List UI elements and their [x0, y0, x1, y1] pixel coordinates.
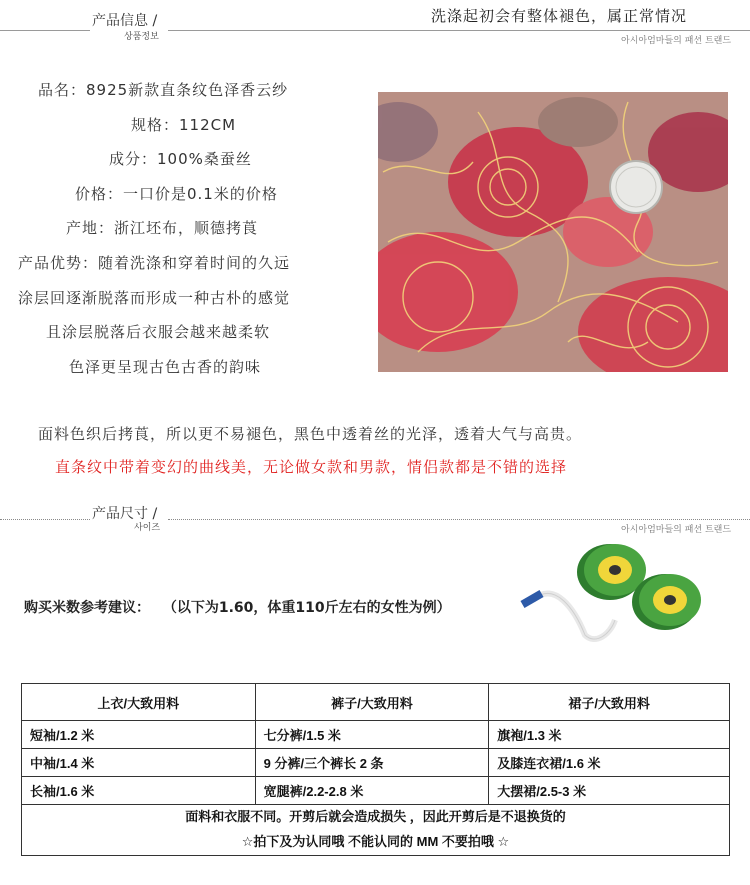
brand-tagline-2: 아시아엄마들의 패션 트랜드 [621, 525, 732, 535]
table-note [22, 805, 730, 856]
fabric-photo [378, 92, 728, 372]
note-no-return: 面料和衣服不同。开剪后就会造成损失 ，因此开剪后是不退换货的 [185, 809, 566, 824]
header-mid-line [168, 30, 750, 31]
product-advantage-4: 色泽更呈现古色古香的韵味 [69, 358, 262, 376]
fabric-description: 面料色织后拷莨，所以更不易褪色，黑色中透着丝的光泽，透着大气与高贵。 [38, 425, 583, 443]
fabric-description-highlight: 直条纹中带着变幻的曲线美，无论做女款和男款，情侣款都是不错的选择 [55, 458, 568, 476]
section-title-size: 产品尺寸 / [92, 506, 158, 522]
table-header-row [22, 684, 730, 721]
size-mid-line [168, 519, 750, 520]
buy-advice-note: （以下为1.60，体重110斤左右的女性为例） [162, 600, 451, 616]
table-cell: 中袖/1.4 米 [22, 749, 256, 777]
product-spec: 规格：112CM [131, 116, 237, 134]
tape-measure-icon [515, 540, 715, 650]
product-advantage-2: 涂层回逐渐脱落而形成一种古朴的感觉 [18, 289, 291, 307]
header-tops: 上衣/大致用料 [22, 684, 256, 721]
product-price: 价格：一口价是0.1米的价格 [75, 185, 278, 203]
product-advantage-3: 且涂层脱落后衣服会越来越柔软 [46, 323, 271, 341]
table-row [22, 721, 730, 749]
note-agree: ☆拍下及为认同哦 不能认同的 MM 不要拍哦 ☆ [241, 834, 510, 849]
wash-notice: 洗涤起初会有整体褪色，属正常情况 [431, 7, 688, 25]
table-cell: 宽腿裤/2.2-2.8 米 [255, 777, 489, 805]
buy-advice [24, 597, 451, 617]
table-cell: 旗袍/1.3 米 [489, 721, 730, 749]
product-advantage: 产品优势：随着洗涤和穿着时间的久远 [18, 254, 291, 272]
size-left-line [0, 519, 90, 520]
header-left-line [0, 30, 90, 31]
product-origin: 产地：浙江坯布，顺德拷莨 [66, 219, 259, 237]
product-material: 成分：100%桑蚕丝 [109, 150, 252, 168]
table-row [22, 749, 730, 777]
section-title-product-info: 产品信息 / [92, 13, 158, 29]
size-table [21, 683, 730, 856]
table-cell: 长袖/1.6 米 [22, 777, 256, 805]
brand-tagline: 아시아엄마들의 패션 트랜드 [621, 36, 732, 46]
table-cell: 9 分裤/三个裤长 2 条 [255, 749, 489, 777]
table-note-row [22, 805, 730, 856]
table-cell: 大摆裙/2.5-3 米 [489, 777, 730, 805]
table-cell: 七分裤/1.5 米 [255, 721, 489, 749]
table-row [22, 777, 730, 805]
product-name: 品名：8925新款直条纹色泽香云纱 [38, 81, 289, 99]
buy-advice-label: 购买米数参考建议： [24, 600, 150, 616]
header-pants: 裤子/大致用料 [255, 684, 489, 721]
table-cell: 短袖/1.2 米 [22, 721, 256, 749]
section-subtitle-product-info: 상품정보 [124, 32, 159, 42]
table-cell: 及膝连衣裙/1.6 米 [489, 749, 730, 777]
header-skirts: 裙子/大致用料 [489, 684, 730, 721]
section-subtitle-size: 사이즈 [134, 523, 161, 533]
